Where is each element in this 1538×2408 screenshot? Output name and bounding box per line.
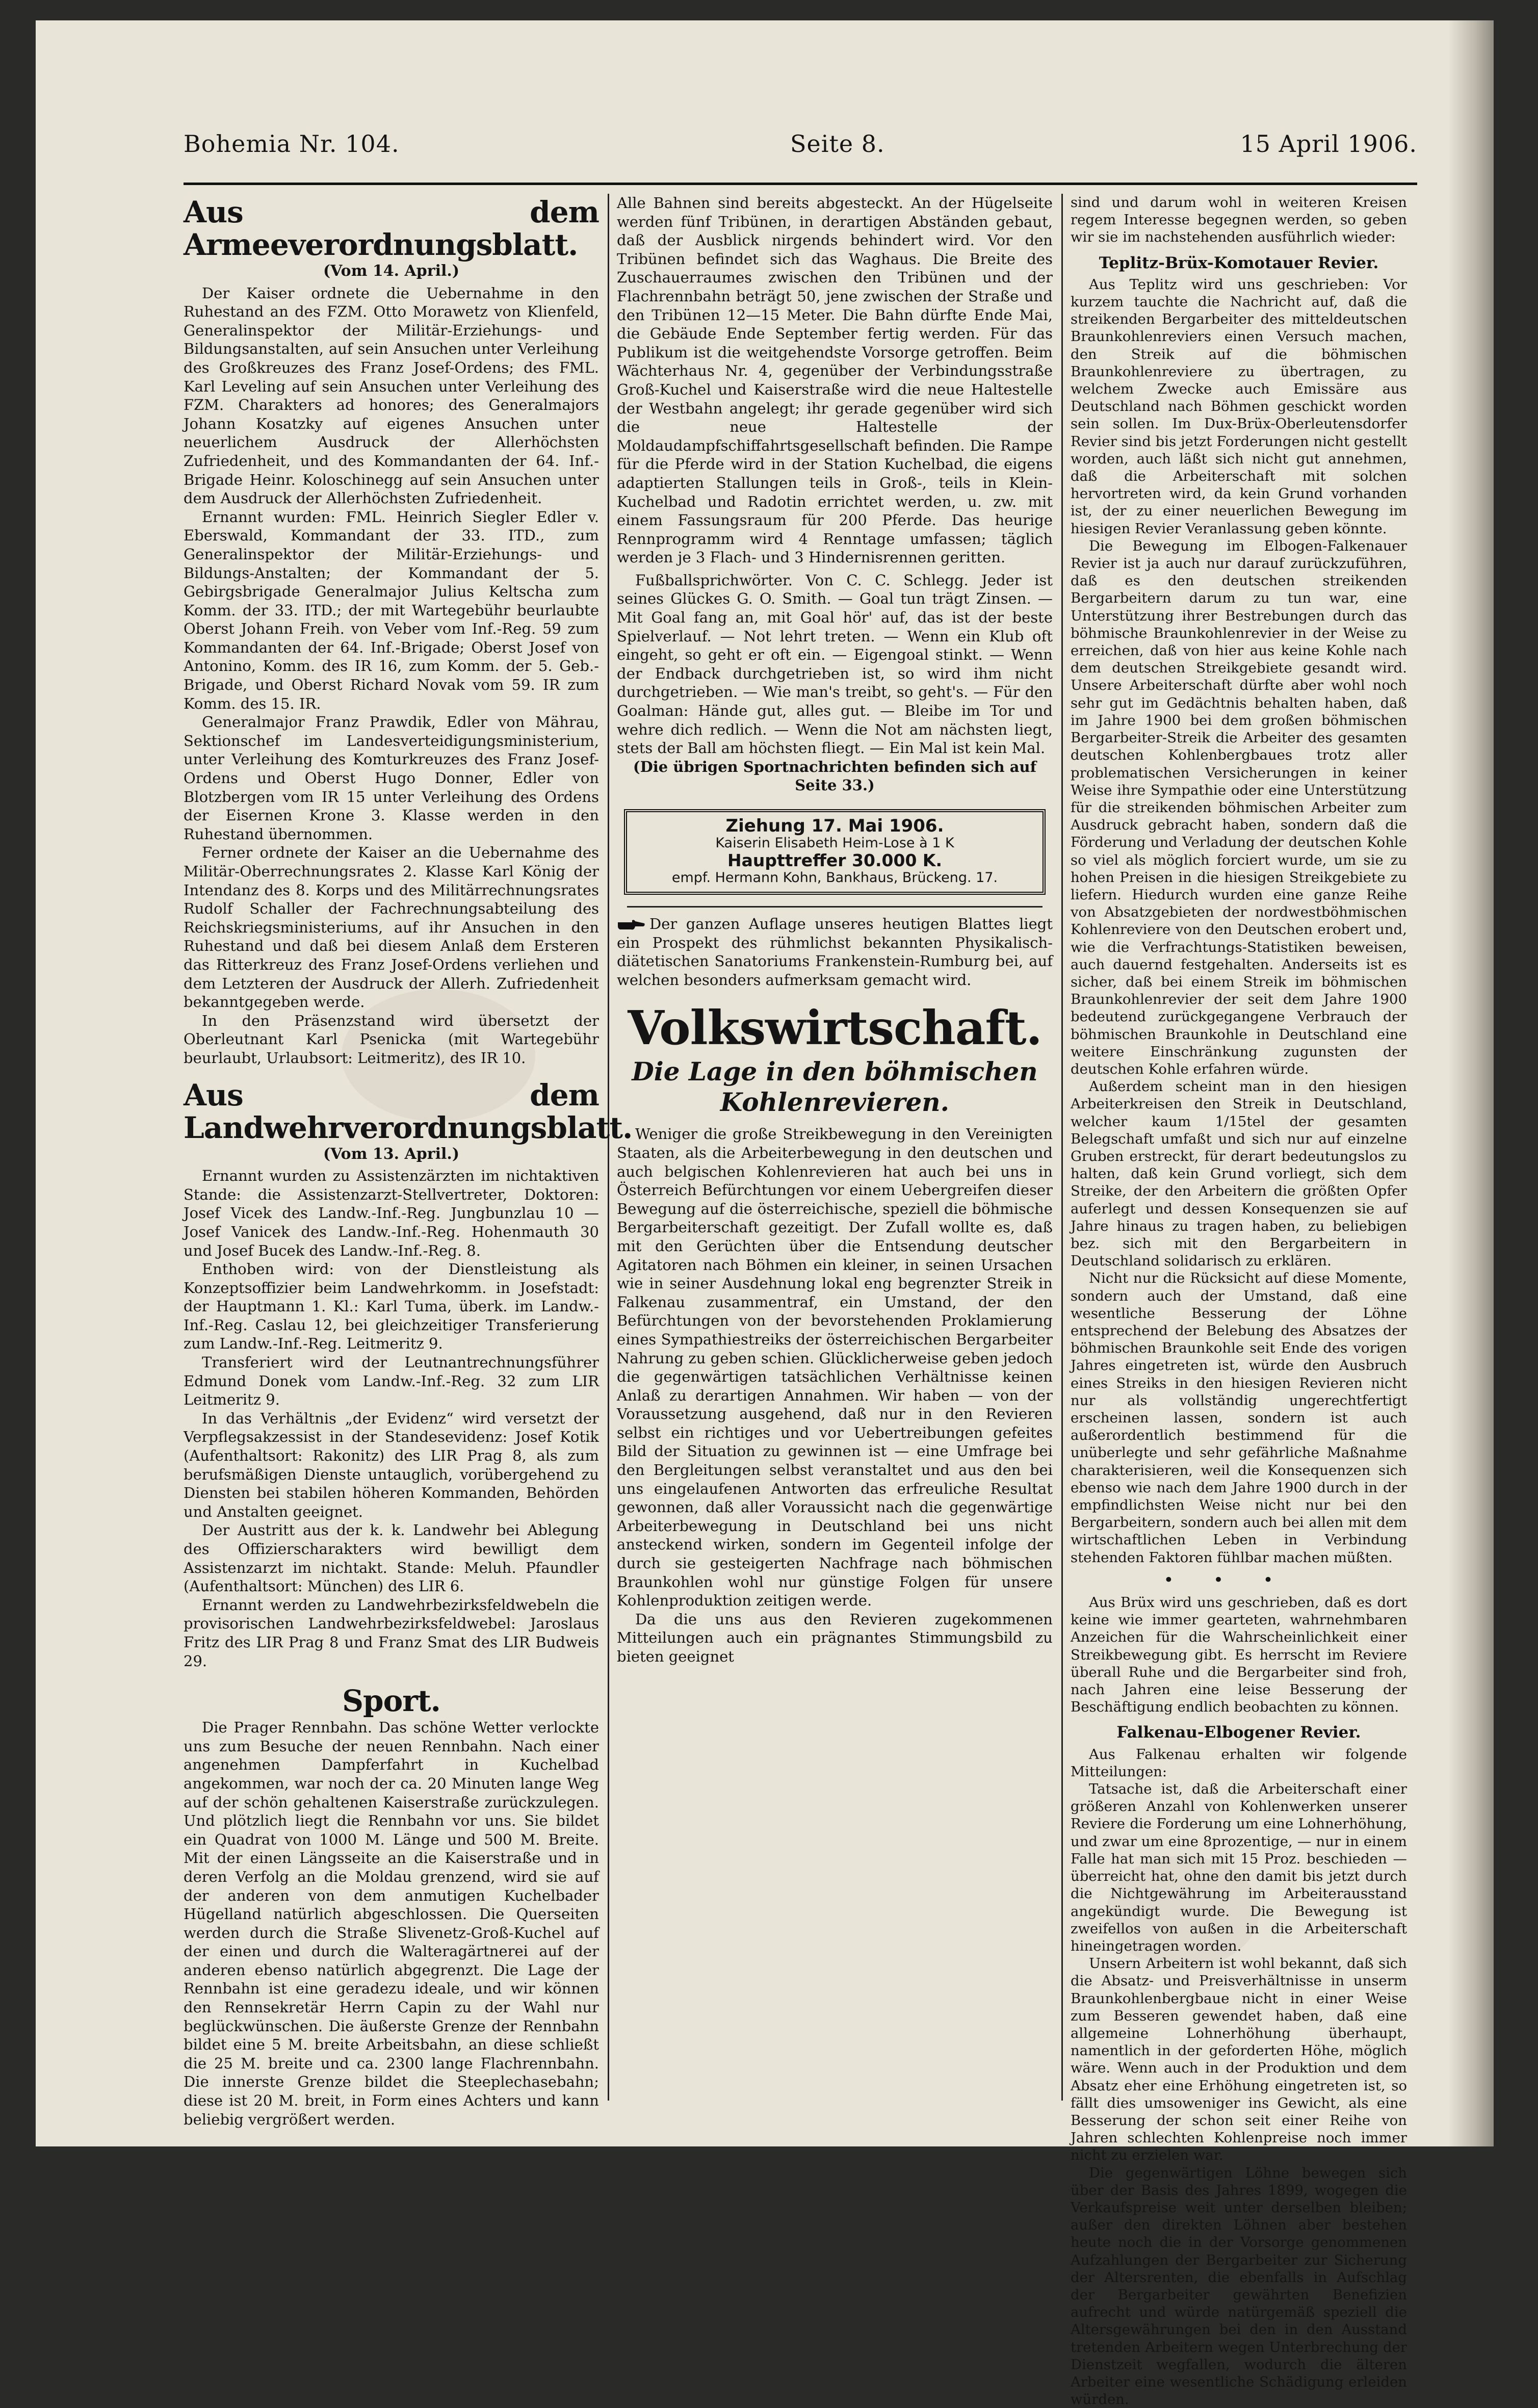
article-paragraph: Aus Brüx wird uns geschrieben, daß es dort keine wie immer gearteten, wahrnehmbaren Anzeichen für die Wahrscheinlichkeit einer Streikbewegung gibt. Es herrscht im Reviere überall Ruhe und die Bergarbeiter sind froh, nach Jahren eine leise Besserung der Beschäftigung endlich beobachten zu können. <box>1071 1594 1407 1716</box>
article-paragraph: Fußballsprichwörter. Von C. C. Schlegg. Jeder ist seines Glückes G. O. Smith. — Goal tun trägt Zinsen. — Mit Goal fang an, mit Goal hör' auf, das ist der beste Spielverlauf. — Not lehrt treten. — Wenn ein Klub oft eingeht, so geht er oft ein. — Eigengoal stinkt. — Wenn der Endback durchgetrieben ist, so wird ihm nicht durchgetrieben. — Wie man's treibt, so geht's. — Für den Goalman: Hände gut, alles gut. — Bleibe im Tor und wehre dich redlich. — Wenn die Not am nächsten liegt, stets der Ball am höchsten fliegt. — Ein Mal ist kein Mal. <box>617 571 1053 757</box>
article-paragraph: Die Prager Rennbahn. Das schöne Wetter verlockte uns zum Besuche der neuen Rennbahn. Nach einer angenehmen Dampferfahrt in Kuchelbad angekommen, war noch der ca. 20 Minuten lange Weg auf der schön gehaltenen Kaiserstraße zurückzulegen. Und plötzlich liegt die Rennbahn vor uns. Sie bildet ein Quadrat von 1000 M. Länge und 500 M. Breite. Mit der einen Längsseite an die Kaiserstraße und in deren Verfolg an die Moldau grenzend, wird sie auf der anderen von dem anmutigen Kuchelbader Hügelland natürlich abgeschlossen. Die Querseiten werden durch die Straße Slivenetz-Groß-Kuchel auf der einen und durch die Walteragärtnerei auf der anderen ebenso natürlich abgegrenzt. Die Lage der Rennbahn ist eine geradezu ideale, und wir können den Rennsekretär Herrn Capin zu der Wahl nur beglückwünschen. Die äußerste Grenze der Rennbahn bildet eine 5 M. breite Arbeitsbahn, an diese schließt die 25 M. breite und ca. 2300 lange Flachrennbahn. Die innerste Grenze bildet die Steeplechasebahn; diese ist 20 M. breit, in Form eines Achters und kann beliebig vergrößert werden. <box>184 1719 599 2128</box>
section-title-army: Aus dem Armeeverordnungsblatt. <box>184 195 599 262</box>
column-3 <box>1071 194 1407 2408</box>
article-paragraph: Nicht nur die Rücksicht auf diese Momente, sondern auch der Umstand, daß eine wesentliche Besserung der Löhne entsprechend der Belebung des Absatzes der böhmischen Braunkohle seit Ende des vorigen Jahres eingetreten ist, würde den Ausbruch eines Streiks in den hiesigen Revieren nicht nur als vollständig ungerechtfertigt erscheinen lassen, sondern ist auch außerordentlich bestimmend für die unüberlegte und sehr gefährliche Maßnahme charakterisieren, weil die Konsequenzen sich ebenso wie nach dem Jahre 1900 durch in der empfindlichsten Weise nicht nur bei den Bergarbeitern, sondern auch bei allen mit dem wirtschaftlichen Leben in Verbindung stehenden Faktoren fühlbar machen müßten. <box>1071 1270 1407 1566</box>
article-paragraph: Da die uns aus den Revieren zugekommenen Mitteilungen auch ein prägnantes Stimmungsbild zu bieten geeignet <box>617 1610 1053 1665</box>
article-paragraph: Tatsache ist, daß die Arbeiterschaft einer größeren Anzahl von Kohlenwerken unserer Reviere die Forderung um eine Lohnerhöhung, und zwar um eine 8prozentige, — nur in einem Falle hat man sich mit 15 Proz. beschieden — überreicht hat, ohne den damit bis jetzt durch die Nichtgewährung im Arbeiterausstand angekündigt wurde. Die Bewegung ist zweifellos von außen in die Arbeiterschaft hineingetragen worden. <box>1071 1781 1407 1954</box>
article-headline: Die Lage in den böhmischen Kohlenrevieren. <box>632 1056 1038 1118</box>
newspaper-page <box>36 20 1494 2408</box>
separator-dots: ••• <box>1164 1571 1314 1588</box>
page-edge-shadow <box>1448 20 1494 2146</box>
article-paragraph: Die Bewegung im Elbogen-Falkenauer Revier ist ja auch nur darauf zurückzuführen, daß es den deutschen streikenden Bergarbeitern darum zu tun war, eine Unterstützung ihrer Bestrebungen durch das böhmische Braunkohlenrevier in der Weise zu erreichen, daß von hier aus keine Kohle nach dem deutschen Streikgebiete gesandt wird. Unsere Arbeiterschaft dürfte aber wohl noch sehr gut im Gedächtnis behalten haben, daß im Jahre 1900 bei dem großen böhmischen Bergarbeiter-Streik die Arbeiter des gesamten deutschen Kohlenbergbaues trotz aller problematischen Versicherungen in keiner Weise ihre Sympathie oder eine Unterstützung für die streikenden böhmischen Arbeiter zum Ausdruck gebracht haben, sondern daß die Förderung und Verladung der deutschen Kohle so viel als möglich forciert wurde, um sie zu hohen Preisen in die hiesigen Streikgebiete zu liefern. Hiedurch wurden eine ganze Reihe von Absatzgebieten der nordwestböhmischen Kohlenreviere von den Deutschen erobert und, wie die Verfrachtungs-Statistiken beweisen, auch dauernd festgehalten. Anderseits ist es sicher, daß bei einem Streik im böhmischen Braunkohlenrevier der seit dem Jahre 1900 bedeutend zurückgegangene Verbrauch der böhmischen Braunkohle in Deutschland eine weitere Einschränkung zugunsten der deutschen Kohle erfahren würde. <box>1071 537 1407 1077</box>
section-date: (Vom 13. April.) <box>323 1145 460 1163</box>
header-date: 15 April 1906. <box>1240 130 1417 158</box>
article-paragraph: Transferiert wird der Leutnantrechnungsführer Edmund Donek vom Landw.-Inf.-Reg. 32 zum LIR Leitmeritz 9. <box>184 1354 599 1409</box>
header-page-number: Seite 8. <box>790 130 885 158</box>
article-paragraph: Unsern Arbeitern ist wohl bekannt, daß sich die Absatz- und Preisverhältnisse in unserm Braunkohlenbergbaue nicht in einer Weise zum Besseren gewendet haben, daß eine allgemeine Lohnerhöhung überhaupt, namentlich in der geforderten Höhe, möglich wäre. Wenn auch in der Produktion und dem Absatz eher eine Erhöhung eingetreten ist, so fällt dies umsoweniger ins Gewicht, als eine Besserung der schon seit einer Reihe von Jahren schlechten Kohlenpreise noch immer nicht zu erzielen war. <box>1071 1955 1407 2164</box>
article-paragraph: Der Kaiser ordnete die Uebernahme in den Ruhestand an des FZM. Otto Morawetz von Klienfeld, Generalinspektor der Militär-Erziehungs- und Bildungsanstalten, auf sein Ansuchen unter Verleihung des Großkreuzes des Franz Josef-Ordens; des FML. Karl Leveling auf sein Ansuchen unter Verleihung des FZM. Charakters ad honores; des Generalmajors Johann Kosatzky auf eigenes Ansuchen unter neuerlichem Ausdruck der Allerhöchsten Zufriedenheit, und des Kommandanten der 64. Inf.-Brigade Heinr. Koloschinegg auf sein Ansuchen unter dem Ausdruck der Allerhöchsten Zufriedenheit. <box>184 284 599 507</box>
supplement-notice <box>617 915 1053 989</box>
ad-lottery-name: Kaiserin Elisabeth Heim-Lose à 1 K <box>715 835 954 851</box>
article-paragraph: Weniger die große Streikbewegung in den Vereinigten Staaten, als die Arbeiterbewegung in den deutschen und auch belgischen Kohlenrevieren hat auch bei uns in Österreich Befürchtungen vor einem Uebergreifen dieser Bewegung auf die österreichische, speziell die böhmische Bergarbeiterschaft gezeitigt. Der Zufall wollte es, daß mit den Gerüchten über die Entsendung deutscher Agitatoren nach Böhmen ein kleiner, in seinen Ursachen wie in seiner Ausdehnung lokal eng begrenzter Streik in Falkenau zusammentraf, ein Umstand, der den Befürchtungen von der bevorstehenden Proklamierung eines Sympathiestreiks der österreichischen Bergarbeiter Nahrung zu geben schien. Glücklicherweise geben jedoch die gegenwärtigen tatsächlichen Verhältnisse keinen Anlaß zu derartigen Annahmen. Wir haben — von der Voraussetzung ausgehend, daß nur in den Revieren selbst ein richtiges und vor Uebertreibungen gefeites Bild der Situation zu gewinnen ist — eine Umfrage bei den Bergleitungen selbst veranstaltet und aus den bei uns eingelaufenen Antworten das erfreuliche Resultat gewonnen, daß aller Voraussicht nach die gegenwärtige Arbeiterbewegung in Deutschland bei uns nicht ansteckend wirken, sondern im Gegenteil infolge der durch sie gesteigerten Nachfrage nach böhmischen Braunkohlen wohl nur günstige Folgen für unsere Kohlenproduktion zeitigen werde. <box>617 1125 1053 1610</box>
article-paragraph: sind und darum wohl in weiteren Kreisen regem Interesse begegnen werden, so geben wir sie im nachstehenden ausführlich wieder: <box>1071 194 1407 246</box>
divider <box>627 906 1042 908</box>
header-rule <box>184 183 1417 185</box>
sport-note: (Die übrigen Sportnachrichten befinden sich auf Seite 33.) <box>633 758 1037 794</box>
section-title-sport: Sport. <box>342 1684 440 1719</box>
ad-seller: empf. Hermann Kohn, Bankhaus, Brückeng. 17. <box>671 870 998 886</box>
column-1 <box>184 194 633 2128</box>
article-paragraph: In das Verhältnis „der Evidenz“ wird versetzt der Verpflegsakzessist in der Standesevidenz: Josef Kotik (Aufenthaltsort: Rakonitz) des LIR Prag 8, als zum berufsmäßigen Dienste untauglich, vorübergehend zu Diensten bei stabilen höheren Kommanden, Behörden und Anstalten geeignet. <box>184 1409 599 1520</box>
article-paragraph: Die gegenwärtigen Löhne bewegen sich über der Basis des Jahres 1899, wogegen die Verkaufspreise weit unter derselben bleiben; außer den direkten Löhnen aber bestehen heute noch die in der Vorsorge genommenen Aufzahlungen der Bergarbeiter zur Sicherung der Altersrenten, die ebenfalls in Aufschlag der Bergarbeiter gewährten Benefizien aufrecht und würde natürgemäß speziell die Altersgewährungen bei den in den Ausstand tretenden Arbeitern wegen Unterbrechung der Dienstzeit wegfallen, wodurch die älteren Arbeiter eine wesentliche Schädigung erleiden würden. <box>1071 2164 1407 2408</box>
article-paragraph: Ernannt werden zu Landwehrbezirksfeldwebeln die provisorischen Landwehrbezirksfeldwebel: Jaroslaus Fritz des LIR Prag 8 und Franz Smat des LIR Budweis 29. <box>184 1596 599 1670</box>
section-title-landwehr: Aus dem Landwehrverordnungsblatt. <box>184 1077 633 1145</box>
article-paragraph: Ferner ordnete der Kaiser an die Uebernahme des Militär-Oberrechnungsrates 2. Klasse Karl König der Intendanz des 8. Korps und des Militärrechnungsrates Rudolf Schaller der Fachrechnungsabteilung des Reichskriegsministeriums, auf ihr Ansuchen in den Ruhestand und daß bei diesem Anlaß dem Ersteren das Ritterkreuz des Franz Josef-Ordens verliehen und dem Letzteren der Ausdruck der Allerh. Zufriedenheit bekanntgegeben werde. <box>184 844 599 1011</box>
article-paragraph: Aus Falkenau erhalten wir folgende Mitteilungen: <box>1071 1746 1407 1780</box>
article-paragraph: Enthoben wird: von der Dienstleistung als Konzeptsoffizier beim Landwehrkomm. in Josefstadt: der Hauptmann 1. Kl.: Karl Tuma, überk. im Landw.-Inf.-Reg. Caslau 12, bei gleichzeitiger Transferierung zum Landw.-Inf.-Reg. Leitmeritz 9. <box>184 1260 599 1353</box>
lottery-advertisement <box>624 809 1046 895</box>
column-separator <box>1061 194 1063 2101</box>
article-paragraph: Außerdem scheint man in den hiesigen Arbeiterkreisen den Streik in Deutschland, welcher kaum 1/15tel der gesamten Belegschaft umfaßt und sich nur auf einzelne Gruben erstreckt, für derart bedeutungslos zu halten, daß kein Grund vorliegt, sich dem Streike, der den Arbeitern die größten Opfer auferlegt und dessen Konsequenzen sie auf Jahre hinaus zu tragen haben, zu beliebigen bez. sich mit den Bergarbeitern in Deutschland solidarisch zu erklären. <box>1071 1078 1407 1270</box>
column-2 <box>617 194 1053 2101</box>
supplement-notice-text: Der ganzen Auflage unseres heutigen Blattes liegt ein Prospekt des rühmlichst bekannten Physikalisch-diätetischen Sanatoriums Frankenstein-Rumburg bei, auf welchen besonders aufmerksam gemacht wird. <box>617 915 1053 989</box>
article-paragraph: Generalmajor Franz Prawdik, Edler von Mährau, Sektionschef im Landesverteidigungsministerium, unter Verleihung des Komturkreuzes des Franz Josef-Ordens und Oberst Hugo Donner, Edler von Blotzbergen vom IR 15 unter Verleihung des Ordens der Eisernen Krone 3. Klasse werden in den Ruhestand übernommen. <box>184 713 599 843</box>
section-title-economy: Volkswirtschaft. <box>628 1000 1042 1056</box>
header-newspaper-name: Bohemia Nr. 104. <box>184 130 400 158</box>
article-paragraph: Ernannt wurden: FML. Heinrich Siegler Edler v. Eberswald, Kommandant der 33. ITD., zum Generalinspektor der Militär-Erziehungs- und Bildungs-Anstalten; der Kommandant der 5. Gebirgsbrigade Generalmajor Julius Keltscha zum Komm. der 33. ITD.; der mit Wartegebühr beurlaubte Oberst Johann Freih. von Veber vom Inf.-Reg. 59 zum Kommandanten der 64. Inf.-Brigade; Oberst Josef von Antonino, Komm. des IR 16, zum Komm. der 5. Geb.-Brigade, und Oberst Richard Novak vom 59. IR zum Komm. des 15. IR. <box>184 508 599 712</box>
column-separator <box>608 194 609 2101</box>
ad-main-prize: Haupttreffer 30.000 K. <box>727 850 943 870</box>
article-paragraph: In den Präsenzstand wird übersetzt der Oberleutnant Karl Psenicka (mit Wartegebühr beurlaubt, Urlaubsort: Leitmeritz), des IR 10. <box>184 1012 599 1067</box>
region-heading: Teplitz-Brüx-Komotauer Revier. <box>1099 253 1379 272</box>
section-date: (Vom 14. April.) <box>323 262 460 280</box>
page-header <box>184 130 1417 171</box>
ad-drawing-date: Ziehung 17. Mai 1906. <box>725 816 944 836</box>
article-paragraph: Aus Teplitz wird uns geschrieben: Vor kurzem tauchte die Nachricht auf, daß die streikenden Bergarbeiter des mitteldeutschen Braunkohlenreviers einen Versuch machen, den Streik auf die böhmischen Braunkohlenreviere zu übertragen, zu welchem Zwecke auch Emissäre aus Deutschland nach Böhmen geschickt worden sein sollen. Im Dux-Brüx-Oberleutensdorfer Revier sind bis jetzt Forderungen nicht gestellt worden, auch läßt sich nicht gut annehmen, daß die Arbeiterschaft mit solchen hervortreten wird, da kein Grund vorhanden ist, der zu einer neuerlichen Bewegung im hiesigen Revier Veranlassung geben könnte. <box>1071 276 1407 537</box>
region-heading: Falkenau-Elbogener Revier. <box>1116 1723 1361 1742</box>
article-paragraph: Der Austritt aus der k. k. Landwehr bei Ablegung des Offizierscharakters wird bewilligt dem Assistenzarzt im nichtakt. Stande: Meluh. Pfaundler (Aufenthaltsort: München) des LIR 6. <box>184 1521 599 1595</box>
article-paragraph: Alle Bahnen sind bereits abgesteckt. An der Hügelseite werden fünf Tribünen, in derartigen Abständen gebaut, daß der Ausblick nirgends behindert wird. Vor den Tribünen befindet sich das Waghaus. Die Breite des Zuschauerraumes zwischen den Tribünen und der Flachrennbahn beträgt 50, jene zwischen der Straße und den Tribünen 12—15 Meter. Die Bahn dürfte Ende Mai, die Gebäude Ende September fertig werden. Für das Publikum ist die weitgehendste Vorsorge getroffen. Beim Wächterhaus Nr. 4, gegenüber der Verbindungsstraße Groß-Kuchel und Kaiserstraße wird die neue Haltestelle der Westbahn angelegt; ihr gerade gegenüber wird sich die neue Haltestelle der Moldaudampfschiffahrtsgesellschaft befinden. Die Rampe für die Pferde wird in der Station Kuchelbad, die eigens adaptierten Stallungen teils in Groß-, teils in Klein-Kuchelbad und Radotin errichtet werden, u. zw. mit einem Fassungsraum für 200 Pferde. Das heurige Rennprogramm wird 4 Renntage umfassen; täglich werden je 3 Flach- und 3 Hindernisrennen geritten. <box>617 194 1053 566</box>
pointing-hand-icon <box>617 918 645 931</box>
article-paragraph: Ernannt wurden zu Assistenzärzten im nichtaktiven Stande: die Assistenzarzt-Stellvertreter, Doktoren: Josef Vicek des Landw.-Inf.-Reg. Jungbunzlau 10 — Josef Vanicek des Landw.-Inf.-Reg. Hohenmauth 30 und Josef Bucek des Landw.-Inf.-Reg. 8. <box>184 1167 599 1259</box>
